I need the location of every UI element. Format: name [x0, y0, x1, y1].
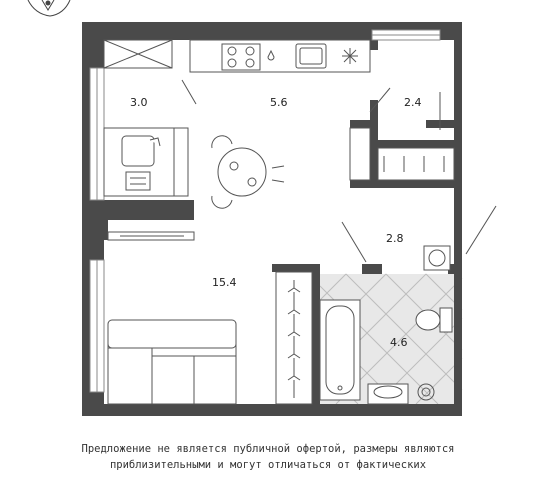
desk — [104, 128, 188, 196]
compass-rose-icon — [28, 0, 70, 16]
toilet — [416, 308, 452, 332]
room-area-living: 15.4 — [212, 276, 237, 289]
wardrobe-shelves — [350, 128, 454, 180]
sofa — [108, 320, 236, 404]
room-area-bathroom: 4.6 — [390, 336, 408, 349]
disclaimer — [0, 441, 536, 473]
room-area-kitchen: 5.6 — [270, 96, 288, 109]
washing-machine — [424, 246, 450, 270]
sink — [368, 384, 408, 404]
closet — [276, 272, 312, 404]
room-area-workspace: 3.0 — [130, 96, 148, 109]
snowflake-icon — [342, 48, 358, 64]
disclaimer-line-1: Предложение не является публичной офертой, размеры являются — [81, 443, 455, 455]
tv-console — [108, 232, 194, 240]
room-area-hallway: 2.8 — [386, 232, 404, 245]
disclaimer-line-2: приблизительными и могут отличаться от фактических — [109, 459, 427, 471]
bathtub — [320, 300, 360, 400]
kitchen-counter — [104, 40, 370, 72]
room-area-wardrobe: 2.4 — [404, 96, 422, 109]
dining-table — [212, 136, 284, 208]
